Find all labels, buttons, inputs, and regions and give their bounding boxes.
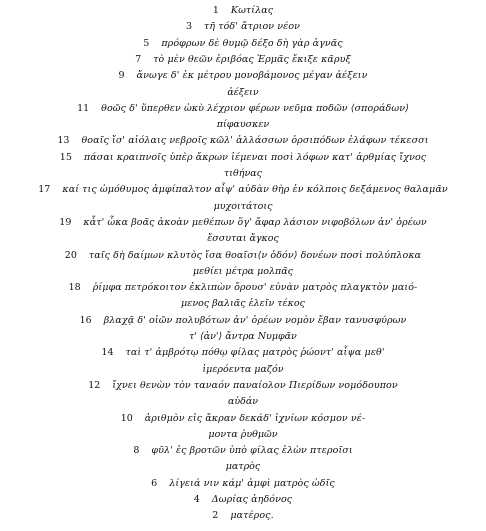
line-number: 18 xyxy=(68,282,81,294)
poem-line xyxy=(0,215,486,231)
line-text: θοαῖς ἴσ' αἰόλαις νεβροῖς κῶλ' ἀλλάσσων ὀρσιπόδων ἐλάφων τέκεσσι xyxy=(81,135,429,147)
line-number: 8 xyxy=(133,445,140,457)
line-text: πάσαι κραιπνοῖς ὑπὲρ ἄκρων ἱέμεναι ποσὶ λόφων κατ' ἀρθμίας ἴχνος xyxy=(83,151,427,163)
line-number: 2 xyxy=(212,510,219,522)
poem-line xyxy=(0,248,486,264)
line-number: 6 xyxy=(151,477,158,489)
poem-line xyxy=(0,313,486,329)
line-text: ἀριθμὸν εἰς ἄκραν δεκάδ' ἰχνίων κόσμον νέ- xyxy=(144,412,366,424)
poem-line-continuation xyxy=(0,394,486,410)
line-text: τιθήνας xyxy=(224,168,262,179)
poem-line xyxy=(0,101,486,117)
line-text: τ' ⟨ἀν'⟩ ἄντρα Νυμφᾶν xyxy=(189,331,297,342)
line-text: ματρὸς xyxy=(225,461,261,473)
poem-line-continuation xyxy=(0,166,486,182)
line-text: μυχοιτάτοις xyxy=(213,200,273,212)
line-number: 16 xyxy=(79,314,92,326)
poem-line xyxy=(0,280,486,296)
poem-line xyxy=(0,345,486,361)
poem-line-continuation xyxy=(0,296,486,312)
line-text: λίγειά νιν κάμ' ἀμφὶ ματρὸς ὠδῖς xyxy=(169,477,335,489)
line-text: κἆτ' ὦκα βοᾶς ἀκοὰν μεθέπων ὅγ' ἄφαρ λάσιον νιφοβόλων ἀν' ὀρέων xyxy=(83,216,427,228)
line-text: τῆ τόδ' ἄτριον νέον xyxy=(203,21,301,33)
line-number: 5 xyxy=(143,37,150,49)
line-text: αὐδάν xyxy=(227,396,259,408)
poem-line xyxy=(0,508,486,524)
line-text: μεθίει μέτρα μολπᾶς xyxy=(192,265,293,277)
poem-line xyxy=(0,68,486,84)
line-text: Δωρίας ἀηδόνος xyxy=(211,494,293,505)
poem-line-continuation xyxy=(0,427,486,443)
line-text: Κωτίλας xyxy=(230,5,274,16)
line-text: θοῶς δ' ὕπερθεν ὠκὺ λέχριον φέρων νεῦμα ποδῶν ⟨σποράδων⟩ xyxy=(101,102,409,114)
poem-line-continuation xyxy=(0,264,486,280)
poem-line xyxy=(0,378,486,394)
line-text: φῦλ' ἐς βροτῶν ὑπὸ φίλας ἑλὼν πτεροῖσι xyxy=(151,445,353,457)
line-text: πίφαυσκεν xyxy=(216,119,270,131)
line-number: 1 xyxy=(212,5,219,16)
poem-line xyxy=(0,411,486,427)
line-number: 17 xyxy=(38,184,51,196)
line-number: 7 xyxy=(135,53,142,65)
line-text: ἱμερόεντα μαζόν xyxy=(202,363,284,375)
poem-line-continuation xyxy=(0,85,486,101)
line-text: πρόφρων δὲ θυμῷ δέξο δὴ γὰρ ἁγνᾶς xyxy=(161,37,343,49)
line-number: 14 xyxy=(101,347,114,359)
line-number: 13 xyxy=(57,135,70,147)
poem-line xyxy=(0,133,486,149)
line-text: μενος βαλιᾶς ἑλεῖν τέκος xyxy=(181,298,305,310)
poem-line xyxy=(0,182,486,198)
line-number: 12 xyxy=(88,379,101,391)
line-text: καί τις ὠμόθυμος ἀμφίπαλτον αἶψ' αὐδὰν θὴρ ἐν κόλποις δεξάμενος θαλαμᾶν xyxy=(62,184,448,196)
poem-line xyxy=(0,3,486,19)
line-number: 20 xyxy=(64,249,77,261)
line-number: 4 xyxy=(193,494,200,505)
line-number: 10 xyxy=(120,412,133,424)
poem-line-continuation xyxy=(0,362,486,378)
line-number: 9 xyxy=(118,70,125,82)
line-text: ταῖς δὴ δαίμων κλυτὸς ἴσα θοαῖσι⟨ν ὁδόν⟩ δονέων ποσὶ πολύπλοκα xyxy=(88,249,422,261)
poem-line-continuation xyxy=(0,459,486,475)
poem-line xyxy=(0,443,486,459)
poem-line-continuation xyxy=(0,329,486,345)
poem-line xyxy=(0,36,486,52)
poem-line-continuation xyxy=(0,199,486,215)
poem-line xyxy=(0,492,486,508)
poem-line-continuation xyxy=(0,231,486,247)
line-number: 15 xyxy=(59,151,72,163)
line-text: ἔσσυται ἄγκος xyxy=(207,233,279,245)
poem-line xyxy=(0,476,486,492)
line-text: ἀέξειν xyxy=(227,86,259,98)
poem-line xyxy=(0,52,486,68)
line-text: ῥίμφα πετρόκοιτον ἐκλιπὼν ὄρουσ' εὐνὰν ματρὸς πλαγκτὸν μαιό- xyxy=(92,282,418,294)
line-text: ἴχνει θενὼν τὸν ταναόν παναίολον Πιερίδων νομόδουπον xyxy=(112,379,398,391)
line-text: ταὶ τ' ἀμβρότῳ πόθῳ φίλας ματρὸς ῥώοντ' αἶψα μεθ' xyxy=(125,347,385,359)
line-text: τὸ μὲν θεῶν ἐριβόας Ἑρμᾶς ἔκιξε κᾶρυξ xyxy=(153,53,351,65)
line-number: 19 xyxy=(59,216,72,228)
line-number: 3 xyxy=(185,21,192,33)
poem-line xyxy=(0,19,486,35)
line-text: ἄνωγε δ' ἐκ μέτρου μονοβάμονος μέγαν ἀέξειν xyxy=(136,70,368,82)
line-number: 11 xyxy=(77,102,90,114)
poem-line-continuation xyxy=(0,117,486,133)
line-text: μοντα ῥυθμῶν xyxy=(208,428,278,440)
poem-line xyxy=(0,150,486,166)
line-text: ματέρος. xyxy=(230,510,274,522)
line-text: βλαχᾷ δ' οἰῶν πολυβότων ἀν' ὀρέων νομὸν ἔβαν τανυσφύρων xyxy=(103,314,407,326)
